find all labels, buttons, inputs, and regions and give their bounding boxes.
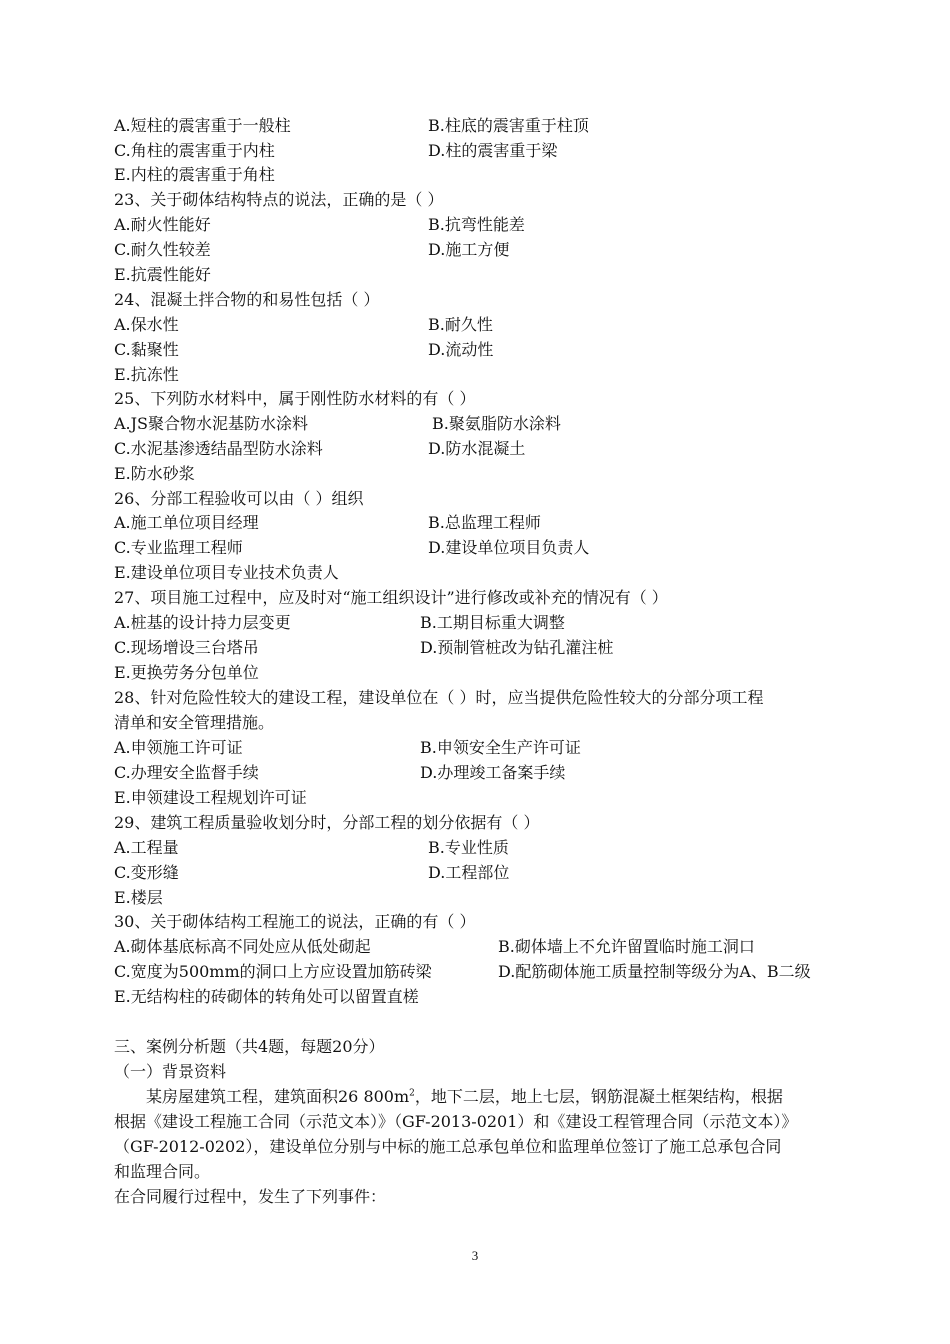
paragraph-line: 根据《建设工程施工合同（示范文本）》（GF-2013-0201）和《建设工程管理合同（示范文本）》 xyxy=(114,1112,798,1131)
text-line: E.抗震性能好 xyxy=(114,265,211,284)
text-line: 29、建筑工程质量验收划分时，分部工程的划分依据有（ ） xyxy=(114,813,540,832)
text-line: A.JS聚合物水泥基防水涂料 xyxy=(114,414,309,433)
option-text: D.柱的震害重于梁 xyxy=(428,141,558,160)
text-line: 26、分部工程验收可以由（ ）组织 xyxy=(114,489,364,508)
paragraph-line: （GF-2012-0202），建设单位分别与中标的施工总承包单位和监理单位签订了施工总承包合同 xyxy=(114,1137,782,1156)
option-text: B.柱底的震害重于柱顶 xyxy=(428,116,589,135)
text-line: A.施工单位项目经理 xyxy=(114,513,259,532)
text-line: C.专业监理工程师 xyxy=(114,538,243,557)
text-line: 27、项目施工过程中，应及时对“施工组织设计”进行修改或补充的情况有（ ） xyxy=(114,588,668,607)
option-text: B.总监理工程师 xyxy=(428,513,541,532)
text-line: C.水泥基渗透结晶型防水涂料 xyxy=(114,439,323,458)
option-text: B.抗弯性能差 xyxy=(428,215,525,234)
text-line: C.角柱的震害重于内柱 xyxy=(114,141,275,160)
text-line: A.砌体基底标高不同处应从低处砌起 xyxy=(114,937,371,956)
option-text: D.配筋砌体施工质量控制等级分为A、B二级 xyxy=(498,962,811,981)
option-text: D.建设单位项目负责人 xyxy=(428,538,590,557)
text-line: A.短柱的震害重于一般柱 xyxy=(114,116,291,135)
text-line: 清单和安全管理措施。 xyxy=(114,713,275,732)
paragraph-line: 在合同履行过程中，发生了下列事件： xyxy=(114,1187,387,1206)
section-title: 三、案例分析题（共4题，每题20分） xyxy=(114,1037,385,1056)
text-line: 23、关于砌体结构特点的说法，正确的是（ ） xyxy=(114,190,444,209)
option-text: D.施工方便 xyxy=(428,240,510,259)
option-text: B.申领安全生产许可证 xyxy=(420,738,581,757)
option-text: D.流动性 xyxy=(428,340,494,359)
subsection-title: （一）背景资料 xyxy=(114,1062,227,1081)
option-text: D.办理竣工备案手续 xyxy=(420,763,566,782)
text-line: C.现场增设三台塔吊 xyxy=(114,638,259,657)
text-line: 28、针对危险性较大的建设工程，建设单位在（ ）时，应当提供危险性较大的分部分项工程 xyxy=(114,688,764,707)
text-line: C.耐久性较差 xyxy=(114,240,211,259)
text-line: 24、混凝土拌合物的和易性包括（ ） xyxy=(114,290,380,309)
text-line: C.宽度为500mm的洞口上方应设置加筋砖梁 xyxy=(114,962,432,981)
text-line: E.防水砂浆 xyxy=(114,464,195,483)
text-line: A.工程量 xyxy=(114,838,179,857)
paragraph-line: 某房屋建筑工程，建筑面积26 $800m^2$，地下二层，地上七层，钢筋混凝土框架结构，根据 xyxy=(146,1087,783,1106)
text-line: 25、下列防水材料中，属于刚性防水材料的有（ ） xyxy=(114,389,476,408)
text-line: C.变形缝 xyxy=(114,863,179,882)
text-line: E.抗冻性 xyxy=(114,365,179,384)
text-line: A.保水性 xyxy=(114,315,179,334)
option-text: B.砌体墙上不允许留置临时施工洞口 xyxy=(498,937,755,956)
text-line: 30、关于砌体结构工程施工的说法，正确的有（ ） xyxy=(114,912,476,931)
text-line: C.办理安全监督手续 xyxy=(114,763,259,782)
option-text: B.聚氨脂防水涂料 xyxy=(432,414,561,433)
page-number: 3 xyxy=(471,1248,479,1263)
text-line: E.无结构柱的砖砌体的转角处可以留置直槎 xyxy=(114,987,419,1006)
option-text: D.预制管桩改为钻孔灌注桩 xyxy=(420,638,614,657)
option-text: D.防水混凝土 xyxy=(428,439,526,458)
text-line: A.申领施工许可证 xyxy=(114,738,243,757)
option-text: D.工程部位 xyxy=(428,863,510,882)
text-line: E.内柱的震害重于角柱 xyxy=(114,165,275,184)
text-line: E.申领建设工程规划许可证 xyxy=(114,788,307,807)
option-text: B.工期目标重大调整 xyxy=(420,613,565,632)
option-text: B.耐久性 xyxy=(428,315,493,334)
text-line: E.更换劳务分包单位 xyxy=(114,663,259,682)
text-line: E.楼层 xyxy=(114,888,163,907)
text-line: A.耐火性能好 xyxy=(114,215,211,234)
text-line: C.黏聚性 xyxy=(114,340,179,359)
text-line: A.桩基的设计持力层变更 xyxy=(114,613,291,632)
text-line: E.建设单位项目专业技术负责人 xyxy=(114,563,339,582)
paragraph-line: 和监理合同。 xyxy=(114,1162,211,1181)
option-text: B.专业性质 xyxy=(428,838,509,857)
